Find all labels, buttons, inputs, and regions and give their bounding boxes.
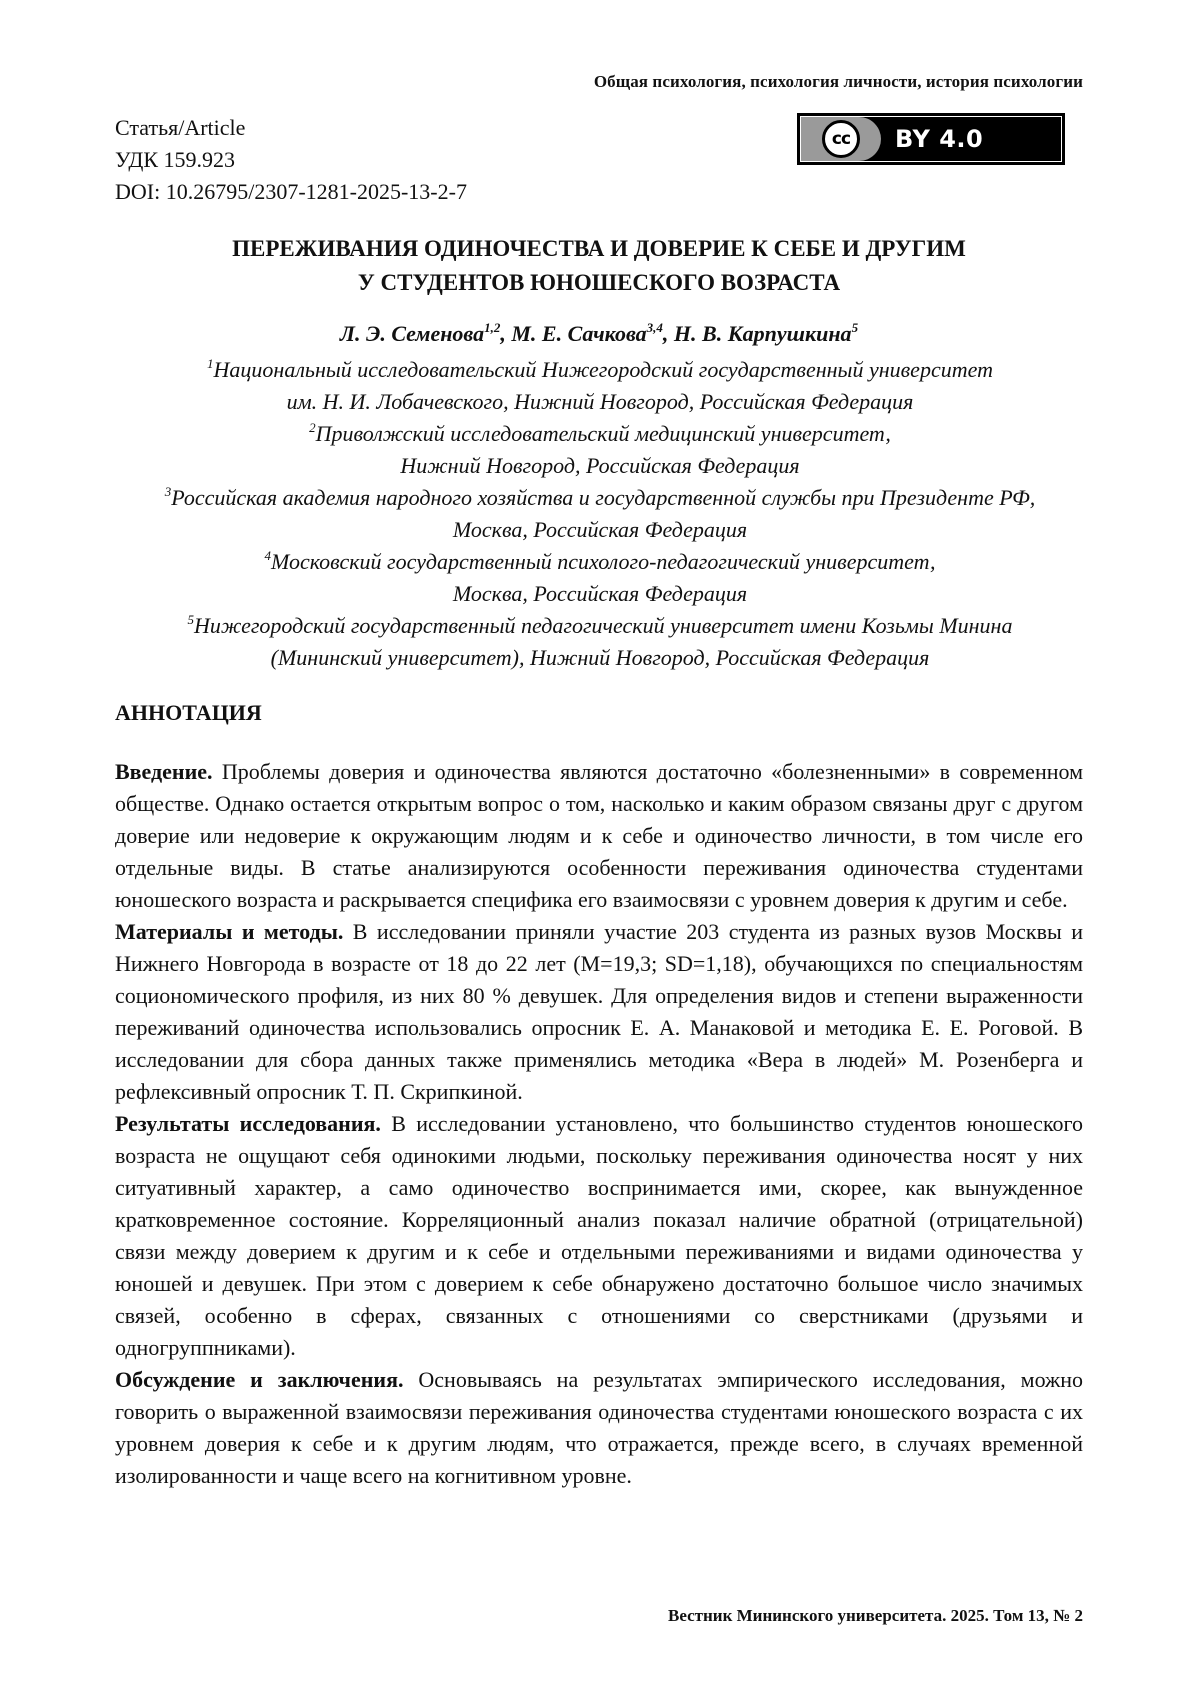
article-type: Статья/Article [115,115,246,140]
authors [115,318,1083,350]
author-name: Л. Э. Семенова [339,321,485,346]
license-label: BY 4.0 [895,125,984,153]
section-label: Материалы и методы. [115,919,344,944]
author-name: Н. В. Карпушкина [673,321,852,346]
abstract-section-introduction [115,756,1083,916]
affiliation-2-line-2: Нижний Новгород, Российская Федерация [400,453,800,478]
affiliation-number: 4 [264,548,271,563]
affiliation-number: 3 [164,484,172,499]
author [340,321,511,346]
title-line-1: ПЕРЕЖИВАНИЯ ОДИНОЧЕСТВА И ДОВЕРИЕ К СЕБЕ И ДРУГИМ [232,236,966,261]
license-badge[interactable] [797,113,1065,165]
affiliation-1-line-2: им. Н. И. Лобачевского, Нижний Новгород, Российская Федерация [286,389,914,414]
author-affiliation-ref: 3,4 [646,320,663,335]
license-badge-inner [800,116,1062,162]
abstract-heading: АННОТАЦИЯ [115,700,262,725]
title-line-2: У СТУДЕНТОВ ЮНОШЕСКОГО ВОЗРАСТА [357,270,841,295]
affiliation-text: Российская академия народного хозяйства и государственной службы при Президенте РФ, [171,485,1036,510]
affiliation-3-line-2: Москва, Российская Федерация [452,517,748,542]
author-separator: , [500,321,512,346]
article-title [115,232,1083,300]
affiliation-text: Московский государственный психолого-педагогический университет, [270,549,936,574]
affiliation-number: 1 [207,356,214,371]
article-meta [115,112,467,208]
affiliation-2-line-1 [100,418,1100,450]
abstract-section-results [115,1108,1083,1364]
section-text: Основываясь на результатах эмпирического исследования, можно говорить о выраженной взаимосвязи переживания одиночества студентами юношеского возраста с их уровнем доверия к себе и к другим людям, что отражается, прежде всего, в случаях временной изолированности и чаще всего на когнитивном уровне. [115,1367,1083,1488]
section-text: В исследовании установлено, что большинство студентов юношеского возраста не ощущают себя одинокими людьми, поскольку переживания одиночества носят у них ситуативный характер, а само одиночество воспринимается ими, скорее, как вынужденное кратковременное состояние. Корреляционный анализ показал наличие обратной (отрицательной) связи между доверием к другим и к себе и отдельными переживаниями и видами одиночества у юношей и девушек. При этом с доверием к себе обнаружено достаточно большое число значимых связей, особенно в сферах, связанных с отношениями со сверстниками (друзьями и одногруппниками). [115,1111,1083,1360]
affiliation-text: Приволжский исследовательский медицинский университет, [315,421,891,446]
running-header-section: Общая психология, психология личности, история психологии [593,72,1083,91]
author-affiliation-ref: 1,2 [484,320,501,335]
author-name: М. Е. Сачкова [511,321,647,346]
section-text: Проблемы доверия и одиночества являются достаточно «болезненными» в современном обществе. Однако остается открытым вопрос о том, насколько и каким образом связаны друг с другом доверие или недоверие к окружающим людям и к себе и одиночество личности, в том числе его отдельные виды. В статье анализируются особенности переживания одиночества студентами юношеского возраста и раскрывается специфика его взаимосвязи с уровнем доверия к другим и себе. [115,759,1083,912]
author-separator: , [662,321,674,346]
affiliation-number: 5 [187,612,195,627]
affiliations [100,354,1100,674]
affiliation-5-line-1 [100,610,1100,642]
affiliation-text: Нижегородский государственный педагогический университет имени Козьмы Минина [194,613,1013,638]
affiliation-number: 2 [309,420,316,435]
author-affiliation-ref: 5 [851,320,859,335]
affiliation-4-line-2: Москва, Российская Федерация [452,581,748,606]
license-icon-area [801,117,881,161]
abstract-body [115,756,1083,1492]
abstract-section-methods [115,916,1083,1108]
affiliation-text: Национальный исследовательский Нижегородский государственный университет [213,357,993,382]
section-label: Результаты исследования. [115,1111,381,1136]
section-label: Обсуждение и заключения. [115,1367,404,1392]
section-text: В исследовании приняли участие 203 студента из разных вузов Москвы и Нижнего Новгорода в возрасте от 18 до 22 лет (M=19,3; SD=1,18), обучающихся по специальностям социономического профиля, из них 80 % девушек. Для определения видов и степени выраженности переживаний одиночества использовались опросник Е. А. Манаковой и методика Е. Е. Роговой. В исследовании для сбора данных также применялись методика «Вера в людей» М. Розенберга и рефлексивный опросник Т. П. Скрипкиной. [115,919,1083,1104]
affiliation-4-line-1 [100,546,1100,578]
affiliation-5-line-2: (Мининский университет), Нижний Новгород, Российская Федерация [270,645,930,670]
author [511,321,674,346]
cc-icon: cc [822,120,860,158]
journal-footer: Вестник Мининского университета. 2025. Том 13, № 2 [668,1606,1083,1625]
doi[interactable]: DOI: 10.26795/2307-1281-2025-13-2-7 [115,179,467,204]
udk: УДК 159.923 [115,147,236,172]
section-label: Введение. [115,759,213,784]
author [674,321,858,346]
affiliation-1-line-1 [100,354,1100,386]
affiliation-3-line-1 [100,482,1100,514]
abstract-section-discussion [115,1364,1083,1492]
